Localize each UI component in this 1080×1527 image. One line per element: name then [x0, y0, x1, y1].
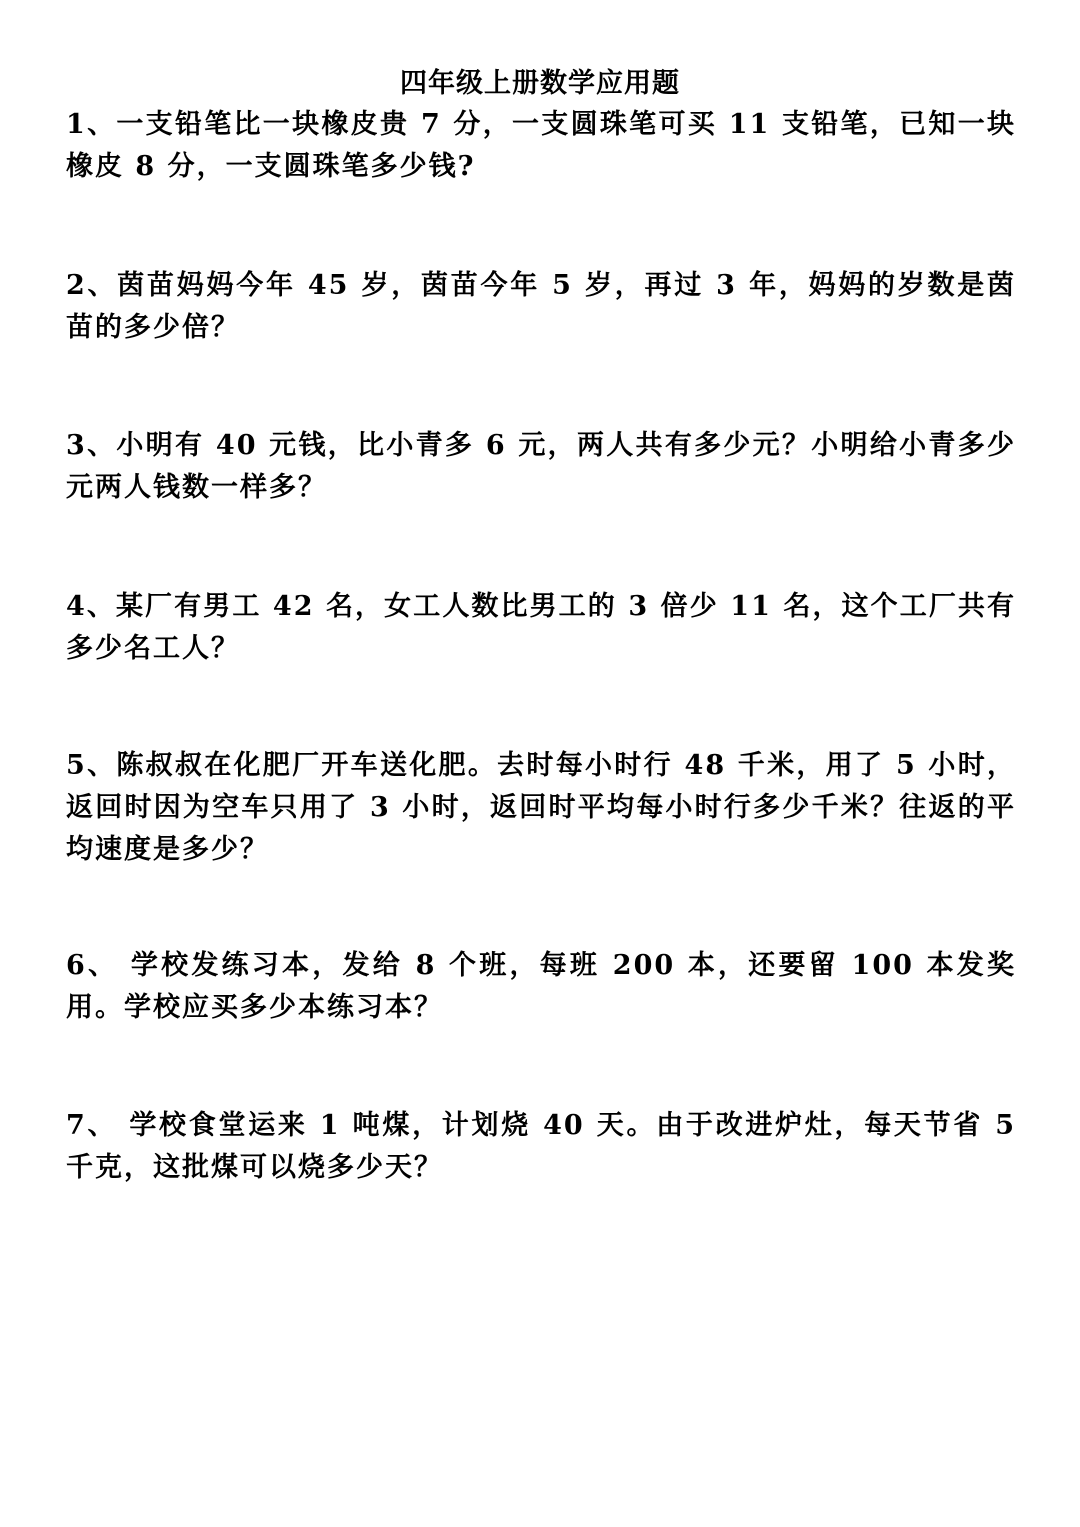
question-6: 6、 学校发练习本，发给 8 个班，每班 200 本，还要留 100 本发奖用。学校应买多少本练习本？: [66, 950, 1016, 1023]
question-7: 7、 学校食堂运来 1 吨煤，计划烧 40 天。由于改进炉灶，每天节省 5 千克，这批煤可以烧多少天？: [66, 1110, 1016, 1183]
question-5: 5、陈叔叔在化肥厂开车送化肥。去时每小时行 48 千米，用了 5 小时，返回时因为空车只用了 3 小时，返回时平均每小时行多少千米？往返的平均速度是多少？: [66, 750, 1016, 865]
question-4: 4、某厂有男工 42 名，女工人数比男工的 3 倍少 11 名，这个工厂共有多少名工人？: [66, 591, 1016, 664]
question-1: 1、一支铅笔比一块橡皮贵 7 分，一支圆珠笔可买 11 支铅笔，已知一块橡皮 8 分，一支圆珠笔多少钱?: [66, 109, 1016, 182]
question-2: 2、茵苗妈妈今年 45 岁，茵苗今年 5 岁，再过 3 年，妈妈的岁数是茵苗的多少倍？: [66, 270, 1016, 343]
page-title: 四年级上册数学应用题: [400, 68, 680, 99]
question-3: 3、小明有 40 元钱，比小青多 6 元，两人共有多少元？小明给小青多少元两人钱数一样多？: [66, 430, 1016, 503]
